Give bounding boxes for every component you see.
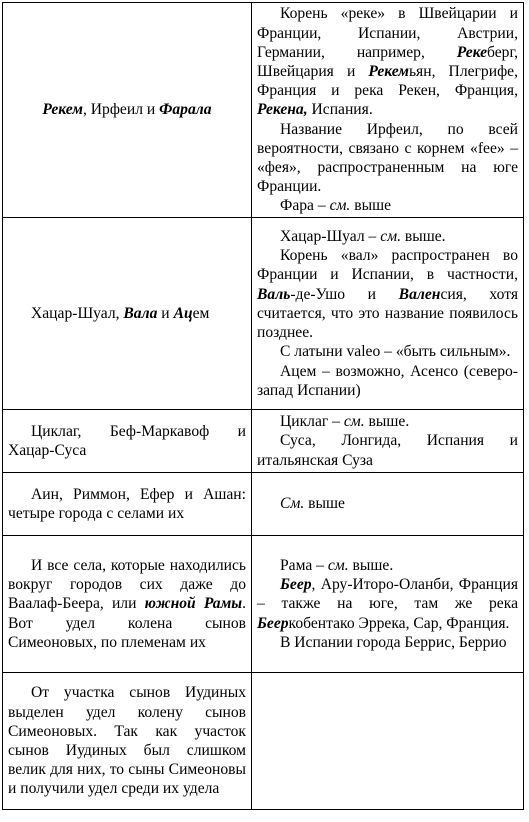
right-cell-paragraph [257, 342, 518, 361]
text-run: От участка сынов Иудиных выделен удел колену сынов Симеоновых. Так как участок сынов Иудиных был слишком велик для них, то сыны Симеоновы и получили удел среди их удела [8, 684, 246, 798]
left-cell-text [8, 485, 246, 523]
emphasis-text: Валь [257, 285, 291, 303]
left-cell-text [8, 100, 246, 119]
left-cell [3, 410, 252, 473]
text-run: Ацем – возможно, Асенсо (северо-запад Испании) [257, 362, 518, 399]
right-cell [252, 3, 524, 218]
text-run: Рама – [280, 556, 328, 574]
text-run: выше [304, 495, 345, 513]
emphasis-text: Фарала [159, 101, 212, 119]
text-run: и [157, 304, 174, 322]
right-cell-paragraph [257, 120, 518, 197]
text-run: В Испании города Беррис, Беррио [280, 633, 507, 651]
table-row [3, 473, 524, 536]
table-row [3, 3, 524, 218]
text-run: Хацар-Шуал, [31, 304, 124, 322]
right-cell-paragraph [257, 431, 518, 469]
left-cell-text [8, 422, 246, 460]
emphasis-text: см. [327, 556, 349, 574]
text-run: Аин, Риммон, Ефер и Ашан: четыре города с селами их [8, 485, 246, 522]
text-run: Название Ирфеил, по всей вероятности, связано с корнем «fee» – «фея», распространенным на юге Франции. [257, 120, 518, 196]
text-run: Циклаг, Беф-Маркавоф и Хацар-Суса [8, 422, 246, 459]
right-cell-paragraph [257, 362, 518, 400]
text-run: , Ару-Иторо-Оланби, Франция – также на юге, там же река [257, 576, 518, 613]
right-cell [252, 473, 524, 536]
left-cell [3, 473, 252, 536]
text-run: ьян, Плегрифе, Франция и река Рекен, Франция, [257, 62, 518, 100]
text-run: . Вот удел колена сынов Симеоновых, по племенам их [8, 595, 246, 651]
text-run: И все села, которые находились вокруг городов сих даже до Ваалаф-Беера, или [8, 556, 246, 613]
right-cell-paragraph [257, 494, 518, 513]
emphasis-text: Рекена, [257, 101, 308, 119]
right-cell-paragraph [257, 412, 518, 431]
emphasis-text: Рекем [368, 62, 409, 80]
text-run: Фара – [280, 197, 330, 215]
text-run: -де-Ушо и [290, 285, 399, 303]
text-run: Корень «реке» в Швейцарии и Франции, Испании, Австрии, Германии, например, [257, 5, 518, 61]
text-run: Корень «вал» распространен во Франции и Испании, в частности, [257, 247, 518, 284]
emphasis-text: см. [329, 197, 351, 215]
emphasis-text: см. [343, 413, 365, 431]
emphasis-text: Реке [456, 43, 488, 61]
text-run: С латыни valeo – «быть сильным». [280, 343, 511, 361]
text-run: , Ирфеил и [82, 101, 160, 119]
table-row [3, 218, 524, 410]
right-cell [252, 536, 524, 673]
emphasis-text: Вален [398, 285, 441, 303]
right-cell [252, 410, 524, 473]
left-cell [3, 673, 252, 810]
emphasis-text: См. [280, 495, 305, 513]
right-cell-paragraph [257, 246, 518, 342]
text-run: Испания. [307, 101, 373, 119]
text-run: сия, хотя считается, что это название появилось позднее. [257, 285, 519, 342]
text-run: берг, Швейцария и [257, 43, 518, 80]
right-cell [252, 673, 524, 810]
right-cell-paragraph [257, 196, 518, 215]
table-row [3, 673, 524, 810]
emphasis-text: южной Рамы [144, 595, 243, 613]
table-row [3, 410, 524, 473]
text-run: выше [350, 197, 392, 215]
text-run: выше. [364, 413, 410, 431]
right-cell-paragraph [257, 633, 518, 652]
left-cell-text [8, 304, 246, 323]
left-cell-text [8, 556, 246, 652]
right-cell-paragraph [257, 575, 518, 633]
right-cell-paragraph [257, 556, 518, 575]
left-cell [3, 3, 252, 218]
right-cell [252, 218, 524, 410]
emphasis-text: Вала [123, 304, 158, 322]
left-cell [3, 218, 252, 410]
text-run: Суса, Лонгида, Испания и итальянская Суза [257, 432, 518, 469]
emphasis-text: см. [380, 228, 401, 246]
text-run: кобентако Эррека, Сар, Франция. [288, 614, 510, 632]
text-run: Хацар-Шуал – [280, 228, 381, 246]
text-run: Циклаг – [280, 413, 344, 431]
emphasis-text: Беер [280, 576, 312, 594]
text-run: выше. [400, 228, 446, 246]
left-cell-text [8, 683, 246, 798]
emphasis-text: Рекем [42, 101, 83, 119]
text-run: выше. [348, 556, 394, 574]
emphasis-text: Беер [257, 614, 289, 632]
left-cell [3, 536, 252, 673]
table-row [3, 536, 524, 673]
document-table [2, 2, 524, 810]
text-run: ем [192, 304, 210, 322]
right-cell-paragraph [257, 4, 518, 119]
right-cell-paragraph [257, 227, 518, 246]
emphasis-text: Ац [173, 304, 193, 322]
